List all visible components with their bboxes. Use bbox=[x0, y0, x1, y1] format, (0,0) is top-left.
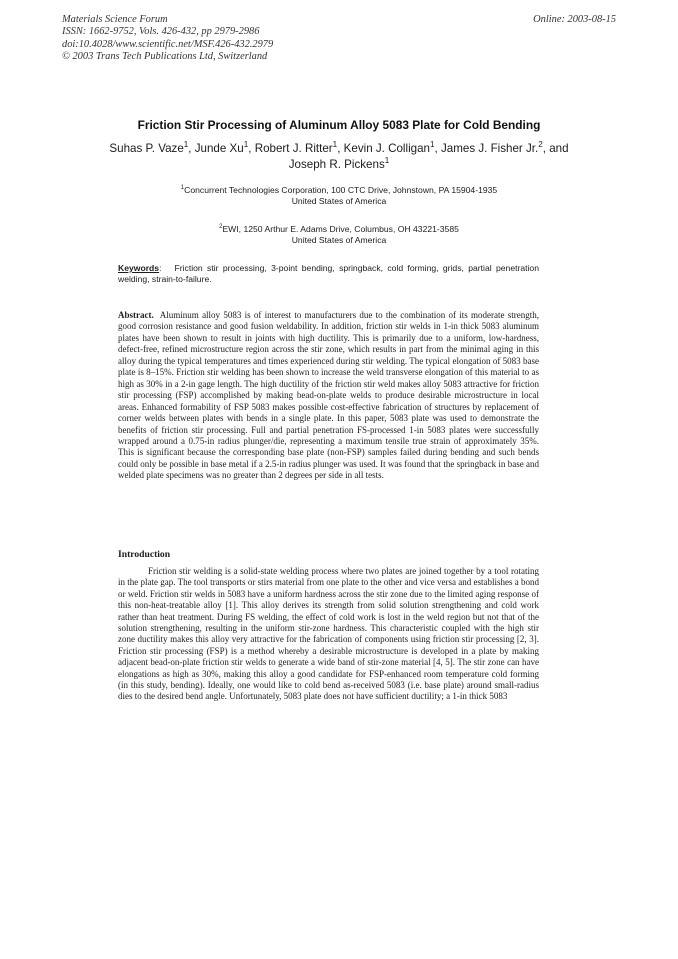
author-affiliation-mark: 1 bbox=[183, 140, 189, 150]
introduction-text: Friction stir welding is a solid-state welding process where two plates are joined together by a tool rotating in the plate gap. The tool transports or stirs material from one plate to the other and vice versa and establishes a bond or weld. Friction stir welds in 5083 have a uniform hardness across the stir zone due to the limited aging response of this non-heat-treatable alloy [1]. This alloy derives its strength from solid solution strengthening and cold work rather than heat treatment. During FS welding, the effect of cold work is lost in the weld region but not that of the solution strengthening, resulting in the uniform stir-zone hardness. This characteristic coupled with the high stir zone ductility makes this alloy very attractive for the fabrication of components using friction stir processing [2, 3]. Friction stir processing (FSP) is a method whereby a desirable microstructure is developed in a plate by making adjacent bead-on-plate friction stir welds to generate a wide band of stir-zone material [4, 5]. The stir zone can have elongations as high as 30%, making this alloy a good candidate for FSP-enhanced room temperature cold forming (in this study, bending). Ideally, one would like to cold bend as-received 5083 (i.e. base plate) around small-radius dies to the desired bend angle. Unfortunately, 5083 plate does not have sufficient ductility; a 1-in thick 5083 bbox=[118, 566, 539, 702]
author-separator: , bbox=[337, 142, 344, 155]
affiliation-address: Concurrent Technologies Corporation, 100 CTC Drive, Johnstown, PA 15904-1935 bbox=[184, 185, 498, 195]
abstract-text: Aluminum alloy 5083 is of interest to manufacturers due to the combination of its moderate strength, good corrosion resistance and good fusion weldability. In addition, friction stir welds in 1-in thick 5083 aluminum plates have been shown to result in joints with high ductility. This is primarily due to a uniform, low-hardness, defect-free, refined microstructure region across the stir zone, which results in part from the minimal aging in this alloy during the typical temperatures and times experienced during stir welding. The typical elongation of 5083 base plate is 8–15%. Friction stir welding has been shown to increase the weld transverse elongation of this material to as high as 30% in a 2-in gage length. The high ductility of the friction stir weld makes alloy 5083 attractive for friction stir processing (FSP) accomplished by making bead-on-plate welds to produce desirable microstructure in local areas. Enhanced formability of FSP 5083 makes possible cost-effective fabrication of structures by replacement of corner welds between plates with bends in a single plate. In this paper, 5083 plate was used to demonstrate the benefits of friction stir processing. Full and partial penetration FS-processed 1-in 5083 plates were successfully wrapped around a 0.75-in radius plunger/die, representing a maximum tensile true strain of approximately 35%. This is significant because the corresponding base plate (non-FSP) samples failed during bending and such bends could only be possible in base metal if a 2.5-in radius plunger was used. It was found that the springback in base and welded plate specimens was no greater than 2 degrees per side in all tests. bbox=[118, 310, 539, 481]
author-name: James J. Fisher Jr. bbox=[440, 142, 539, 155]
affiliation-number: 1 bbox=[180, 185, 185, 192]
journal-name: Materials Science Forum bbox=[62, 14, 168, 25]
author-separator: , bbox=[188, 142, 195, 155]
keywords-label: Keywords bbox=[118, 263, 160, 273]
introduction-heading: Introduction bbox=[118, 549, 171, 560]
author-name: Kevin J. Colligan bbox=[343, 142, 430, 155]
abstract-section bbox=[118, 310, 539, 482]
author-separator: , bbox=[434, 142, 441, 155]
keywords-text: Friction stir processing, 3-point bending, springback, cold forming, grids, partial penetration welding, strain-to-failure. bbox=[118, 263, 539, 285]
journal-header bbox=[62, 14, 273, 64]
affiliation-country: United States of America bbox=[291, 196, 387, 207]
author-affiliation-mark: 2 bbox=[538, 140, 543, 150]
affiliation-address: EWI, 1250 Arthur E. Adams Drive, Columbus, OH 43221-3585 bbox=[222, 224, 459, 234]
author-affiliation-mark: 1 bbox=[430, 140, 435, 150]
affiliation-number: 2 bbox=[219, 224, 223, 231]
keywords-colon: : bbox=[159, 263, 162, 273]
journal-issn: ISSN: 1662-9752, Vols. 426-432, pp 2979-2986 bbox=[62, 26, 260, 38]
keywords-section bbox=[118, 263, 539, 286]
affiliation-2 bbox=[110, 224, 568, 246]
author-name: Robert J. Ritter bbox=[254, 142, 333, 155]
author-affiliation-mark: 1 bbox=[332, 140, 338, 150]
author-affiliation-mark: 1 bbox=[384, 155, 390, 165]
affiliation-1 bbox=[110, 185, 568, 207]
doi-link[interactable]: doi:10.4028/www.scientific.net/MSF.426-432.2979 bbox=[62, 38, 274, 50]
copyright-line: © 2003 Trans Tech Publications Ltd, Switzerland bbox=[62, 51, 268, 63]
author-name: Joseph R. Pickens bbox=[288, 157, 385, 171]
author-separator: , bbox=[248, 142, 255, 155]
author-name: Junde Xu bbox=[194, 142, 244, 155]
affiliation-country: United States of America bbox=[291, 235, 387, 246]
author-name: Suhas P. Vaze bbox=[109, 142, 184, 155]
paper-title: Friction Stir Processing of Aluminum Alloy 5083 Plate for Cold Bending bbox=[137, 118, 541, 132]
author-list bbox=[106, 141, 572, 172]
author-affiliation-mark: 1 bbox=[243, 140, 249, 150]
author-separator: , and bbox=[542, 142, 569, 155]
online-date: Online: 2003-08-15 bbox=[533, 14, 616, 25]
abstract-label: Abstract. bbox=[118, 310, 154, 320]
